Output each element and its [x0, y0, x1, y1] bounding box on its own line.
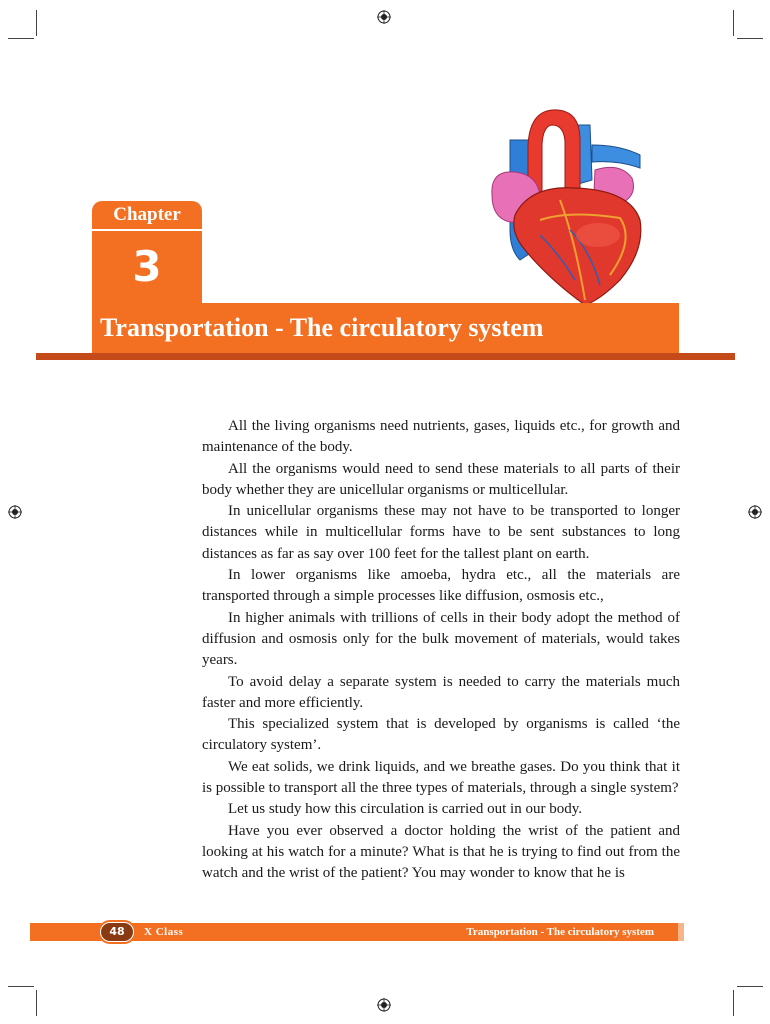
body-text — [202, 416, 680, 885]
crop-mark-top-right-v — [733, 10, 734, 36]
paragraph: All the organisms would need to send these materials to all parts of their body whether they are unicellular organisms or multicellular. — [202, 460, 680, 498]
footer-bar-end — [678, 923, 684, 941]
chapter-label: Chapter — [92, 201, 202, 229]
registration-mark-icon — [377, 10, 391, 24]
paragraph: In lower organisms like amoeba, hydra etc., all the materials are transported through a simple processes like diffusion, osmosis etc., — [202, 567, 680, 605]
crop-mark-top-left-h — [8, 38, 34, 39]
paragraph: In higher animals with trillions of cells in their body adopt the method of diffusion and osmosis only for the bulk movement of materials, would takes years. — [202, 609, 680, 669]
registration-mark-icon — [8, 505, 22, 519]
crop-mark-bottom-left-h — [8, 986, 34, 987]
paragraph: Have you ever observed a doctor holding the wrist of the patient and looking at his watch for a minute? What is that he is trying to find out from the watch and the wrist of the patient? You may wonder to know that he is — [202, 822, 680, 882]
heart-illustration — [480, 100, 660, 310]
title-underline-rule — [36, 353, 735, 360]
footer-running-title: Transportation - The circulatory system — [466, 926, 654, 938]
paragraph: Let us study how this circulation is carried out in our body. — [228, 801, 582, 818]
crop-mark-bottom-right-v — [733, 990, 734, 1016]
page-number: 48 — [101, 923, 133, 941]
crop-mark-top-right-h — [737, 38, 763, 39]
footer-class-label: X Class — [144, 926, 184, 938]
paragraph: To avoid delay a separate system is needed to carry the materials much faster and more efficiently. — [202, 673, 680, 711]
paragraph: We eat solids, we drink liquids, and we breathe gases. Do you think that it is possible to transport all the three types of materials, through a single system? — [202, 758, 680, 797]
crop-mark-top-left-v — [36, 10, 37, 36]
paragraph: In unicellular organisms these may not have to be transported to longer distances while in multicellular forms have to be sent substances to long distances as far as say over 100 feet for the tallest plant on earth. — [202, 503, 680, 562]
registration-mark-icon — [377, 998, 391, 1012]
crop-mark-bottom-left-v — [36, 990, 37, 1016]
registration-mark-icon — [748, 505, 762, 519]
crop-mark-bottom-right-h — [737, 986, 763, 987]
chapter-number: 3 — [92, 231, 202, 303]
paragraph: This specialized system that is developed by organisms is called ‘the circulatory system’. — [202, 716, 680, 754]
paragraph: All the living organisms need nutrients, gases, liquids etc., for growth and maintenance of the body. — [202, 418, 680, 456]
chapter-title: Transportation - The circulatory system — [100, 313, 544, 342]
